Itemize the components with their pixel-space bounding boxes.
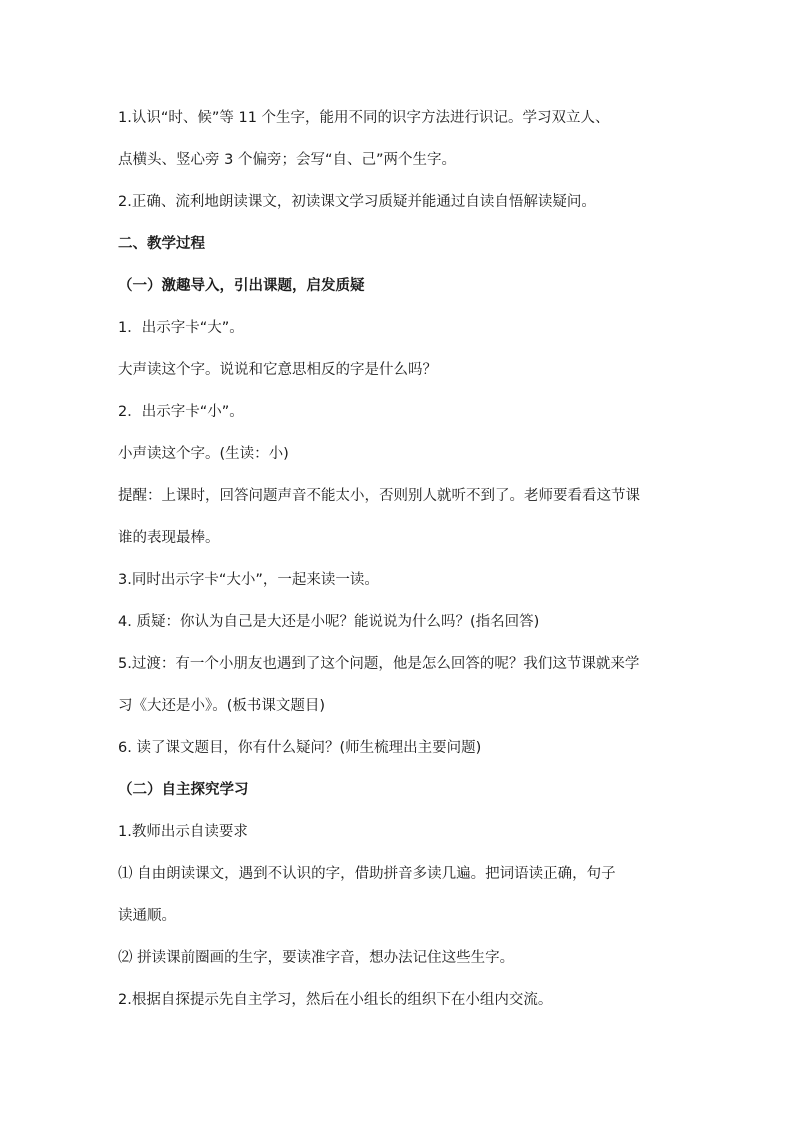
text-line: 谁的表现最棒。 — [118, 530, 220, 546]
text-line: 4. 质疑：你认为自己是大还是小呢？能说说为什么吗？(指名回答) — [118, 614, 540, 630]
text-line: 1.认识“时、候”等 11 个生字，能用不同的识字方法进行识记。学习双立人、 — [118, 110, 610, 126]
text-line: ⑴ 自由朗读课文，遇到不认识的字，借助拼音多读几遍。把词语读正确，句子 — [118, 866, 616, 882]
text-line: 点横头、竖心旁 3 个偏旁；会写“自、己”两个生字。 — [118, 152, 456, 168]
text-line: ⑵ 拼读课前圈画的生字，要读准字音，想办法记住这些生字。 — [118, 950, 515, 966]
text-line: 5.过渡：有一个小朋友也遇到了这个问题，他是怎么回答的呢？我们这节课就来学 — [118, 656, 640, 672]
section-heading: （二）自主探究学习 — [118, 782, 249, 798]
text-line: 2.正确、流利地朗读课文，初读课文学习质疑并能通过自读自悟解读疑问。 — [118, 194, 596, 210]
text-line: 3.同时出示字卡“大小”，一起来读一读。 — [118, 572, 379, 588]
text-line: 1．出示字卡“大”。 — [118, 320, 244, 336]
text-line: 大声读这个字。说说和它意思相反的字是什么吗？ — [118, 362, 437, 378]
text-line: 习《大还是小》。(板书课文题目) — [118, 698, 326, 714]
text-line: 提醒：上课时，回答问题声音不能太小，否则别人就听不到了。老师要看看这节课 — [118, 488, 640, 504]
text-line: 2.根据自探提示先自主学习，然后在小组长的组织下在小组内交流。 — [118, 992, 553, 1008]
section-heading: 二、教学过程 — [118, 236, 205, 252]
text-line: 2．出示字卡“小”。 — [118, 404, 244, 420]
text-line: 小声读这个字。(生读：小) — [118, 446, 289, 462]
section-heading: （一）激趣导入，引出课题，启发质疑 — [118, 278, 365, 294]
text-line: 读通顺。 — [118, 908, 176, 924]
text-line: 1.教师出示自读要求 — [118, 824, 248, 840]
text-line: 6. 读了课文题目，你有什么疑问？(师生梳理出主要问题) — [118, 740, 482, 756]
